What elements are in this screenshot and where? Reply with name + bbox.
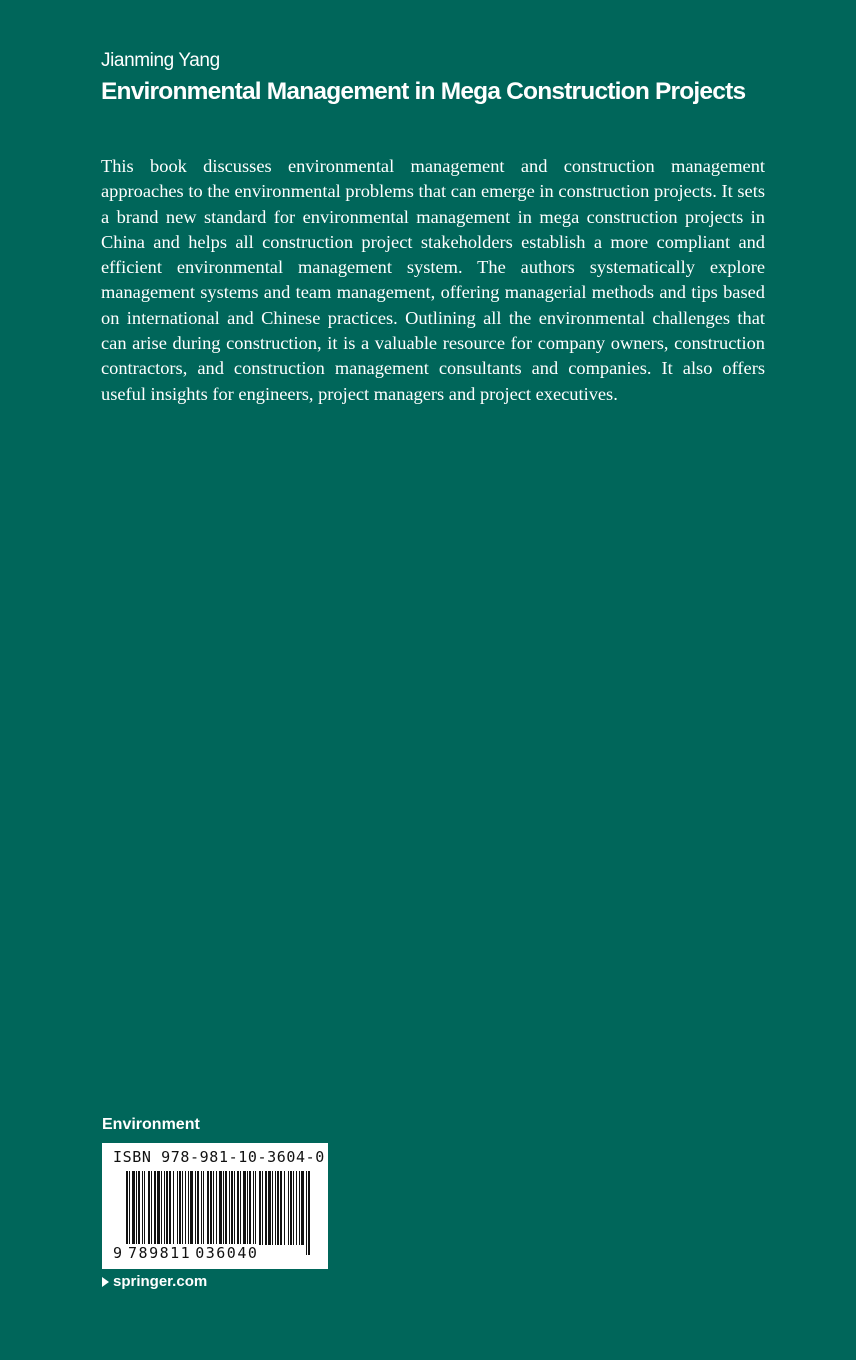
triangle-arrow-icon	[102, 1277, 109, 1287]
barcode-bar	[280, 1171, 282, 1245]
barcode-bar	[169, 1171, 171, 1245]
barcode-right-group: 036040	[195, 1244, 259, 1262]
barcode-bar	[249, 1171, 251, 1245]
barcode-digits	[113, 1244, 258, 1262]
barcode-bar	[268, 1171, 271, 1245]
barcode-bar	[288, 1171, 289, 1245]
barcode-bar	[126, 1171, 128, 1255]
barcode-bar	[308, 1171, 310, 1255]
barcode-bar	[306, 1171, 307, 1255]
barcode-bar	[129, 1171, 130, 1255]
barcode-bar	[157, 1171, 160, 1245]
barcode-bar	[243, 1171, 246, 1245]
author-name: Jianming Yang	[101, 50, 220, 71]
barcode-bar	[136, 1171, 137, 1245]
barcode-bar	[231, 1171, 233, 1245]
barcode-bar	[216, 1171, 217, 1255]
barcode-bar	[229, 1171, 230, 1245]
barcode-bar	[247, 1171, 248, 1245]
book-title: Environmental Management in Mega Construction Projects	[101, 78, 746, 105]
barcode-bar	[144, 1171, 145, 1245]
barcode-bar	[255, 1171, 256, 1245]
isbn-barcode	[102, 1143, 328, 1269]
barcode-bar	[166, 1171, 168, 1245]
barcode-bar	[290, 1171, 292, 1245]
barcode-bar	[301, 1171, 304, 1245]
barcode-bar	[151, 1171, 152, 1245]
barcode-bar	[132, 1171, 135, 1245]
barcode-bar	[293, 1171, 294, 1245]
barcode-bar	[195, 1171, 196, 1245]
barcode-lead-digit: 9	[113, 1244, 123, 1262]
isbn-label: ISBN 978-981-10-3604-0	[113, 1148, 325, 1166]
barcode-bar	[237, 1171, 239, 1245]
barcode-bar	[234, 1171, 235, 1245]
barcode-bar	[262, 1171, 263, 1245]
subject-category: Environment	[102, 1116, 200, 1133]
barcode-bar	[201, 1171, 202, 1245]
barcode-bar	[161, 1171, 162, 1245]
barcode-bar	[296, 1171, 297, 1245]
barcode-bar	[177, 1171, 178, 1245]
barcode-bar	[197, 1171, 199, 1245]
barcode-bar	[190, 1171, 193, 1245]
springer-link-text: springer.com	[113, 1273, 208, 1290]
springer-link[interactable]	[102, 1273, 207, 1290]
barcode-bar	[154, 1171, 156, 1245]
barcode-bar	[188, 1171, 189, 1245]
barcode-bar	[182, 1171, 183, 1245]
barcode-bar	[275, 1171, 276, 1245]
barcode-bar	[253, 1171, 254, 1245]
barcode-left-group: 789811	[128, 1244, 192, 1262]
barcode-bar	[299, 1171, 300, 1245]
barcode-bar	[203, 1171, 204, 1245]
barcode-bar	[265, 1171, 267, 1245]
barcode-bar	[210, 1171, 212, 1245]
barcode-bar	[277, 1171, 279, 1245]
barcode-bar	[240, 1171, 241, 1245]
barcode-bar	[148, 1171, 150, 1245]
barcode-bar	[185, 1171, 186, 1245]
barcode-bar	[207, 1171, 209, 1245]
book-description: This book discusses environmental management and construction management approaches to the environmental problems that can emerge in construction projects. It sets a brand new standard for environmental management in mega construction projects in China and helps all construction project stakeholders establish a more compliant and efficient environmental management system. The authors systematically explore management systems and team management, offering managerial methods and tips based on international and Chinese practices. Outlining all the environmental challenges that can arise during construction, it is a valuable resource for company owners, construction contractors, and construction management consultants and companies. It also offers useful insights for engineers, project managers and project executives.	[101, 156, 765, 404]
barcode-bar	[179, 1171, 181, 1245]
barcode-bar	[213, 1171, 214, 1255]
barcode-bar	[223, 1171, 224, 1245]
barcode-bar	[164, 1171, 165, 1245]
barcode-bar	[138, 1171, 140, 1245]
barcode-bar	[173, 1171, 174, 1245]
barcode-bar	[272, 1171, 273, 1245]
barcode-bar	[284, 1171, 285, 1245]
barcode-bar	[142, 1171, 143, 1245]
barcode-bar	[259, 1171, 261, 1245]
barcode-bar	[219, 1171, 222, 1245]
barcode-bar	[225, 1171, 227, 1245]
